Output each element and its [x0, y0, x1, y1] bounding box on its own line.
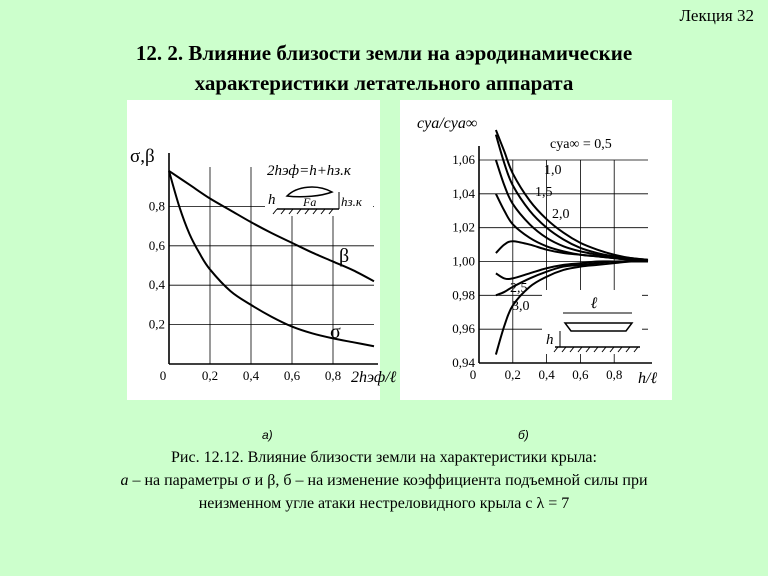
x-tick-label: 0,2 [504, 367, 521, 382]
series-label-sigma: σ [330, 321, 341, 343]
y-tick-label: 0,96 [452, 321, 475, 337]
chart-b-panel [400, 100, 672, 400]
x-tick-label: 0,8 [606, 367, 623, 382]
inset-label-h: h [546, 332, 554, 348]
slide-title-line2: характеристики летательного аппарата [194, 71, 574, 95]
y-axis-label: cya/cya∞ [417, 115, 478, 132]
slide-title [0, 38, 768, 98]
x-tick-label: 0,4 [538, 367, 555, 382]
inset-formula: 2hэф=h+hз.к [267, 163, 351, 179]
chart-a-panel [127, 100, 397, 400]
series-label: 1,0 [544, 163, 562, 178]
inset-wing [565, 323, 632, 331]
series-label-beta: β [339, 245, 350, 267]
series-line [496, 261, 648, 279]
series-label: 2,5 [510, 281, 528, 296]
inset-label-h: h [268, 192, 276, 208]
x-tick-label: 0,6 [572, 367, 589, 382]
x-tick-label: 0 [159, 368, 167, 383]
y-tick-label: 0,6 [148, 237, 165, 253]
x-tick-label: 0,4 [242, 368, 260, 383]
figure-label-b: б) [518, 428, 529, 442]
y-tick-label: 0,94 [452, 355, 475, 370]
inset-label-l: ℓ [590, 295, 598, 312]
caption-line2 [0, 469, 768, 492]
y-tick-label: 0,8 [148, 198, 165, 214]
y-tick-label: 1,04 [452, 185, 475, 201]
y-tick-label: 1,02 [452, 219, 475, 235]
caption-line3: неизменном угле атаки нестреловидного крыла с λ = 7 [198, 495, 570, 512]
y-axis-label: σ,β [130, 146, 155, 167]
figure-label-a: а) [262, 428, 273, 442]
caption-line2-text: – на параметры σ и β, б – на изменение коэффициента подъемной силы при [128, 472, 648, 489]
chart-a [127, 100, 397, 400]
slide-title-line1: 12. 2. Влияние близости земли на аэродинамические [135, 41, 633, 65]
chart-b [400, 100, 672, 400]
y-tick-label: 0,4 [148, 277, 165, 293]
series-label: 3,0 [512, 299, 530, 314]
figure-caption [0, 446, 768, 515]
caption-line2-prefix: а [120, 472, 129, 489]
x-tick-label: 0,8 [324, 368, 342, 383]
series-label: cya∞ = 0,5 [550, 137, 612, 152]
series-label: 1,5 [535, 185, 553, 200]
inset-label-fa: Fa [303, 195, 317, 209]
y-tick-label: 0,98 [452, 287, 475, 303]
x-axis-label: 2hэф/ℓ [351, 369, 397, 386]
x-tick-label: 0 [469, 367, 477, 382]
y-tick-label: 0,2 [148, 316, 165, 332]
inset-label-hzk: hз.к [341, 194, 362, 209]
x-axis-label: h/ℓ [638, 370, 658, 387]
series-label: 2,0 [552, 207, 570, 222]
y-tick-label: 1,06 [452, 152, 475, 167]
series-line [496, 160, 648, 262]
x-tick-label: 0,6 [283, 368, 301, 383]
y-tick-label: 1,00 [452, 253, 475, 269]
x-tick-label: 0,2 [201, 368, 219, 383]
lecture-number: Лекция 32 [679, 6, 754, 25]
caption-line1: Рис. 12.12. Влияние близости земли на характеристики крыла: [171, 449, 597, 466]
